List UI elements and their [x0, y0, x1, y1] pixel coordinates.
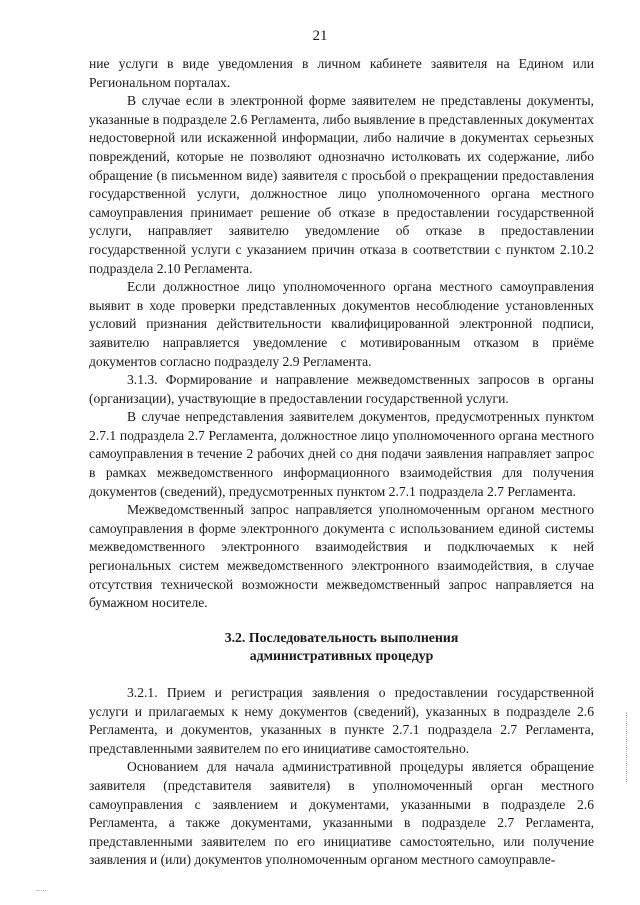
- paragraph-interagency-request: В случае непредставления заявителем документов, предусмотренных пунктом 2.7.1 подраздела 2.7 Регламента, должностное лицо уполномоченного органа местного самоуправления в течение 2 рабочих дней со дня подачи заявления направляет запрос в рамках межведомственного информационного взаимодействия для получения документов (сведений), предусмотренных пунктом 2.7.1 подраздела 2.7 Регламента.: [89, 409, 594, 499]
- paragraph-refusal-electronic: В случае если в электронной форме заявителем не представлены документы, указанные в подразделе 2.6 Регламента, либо выявление в представленных документах недостоверной или искаженной информации, либо наличие в документах серьезных повреждений, которые не позволяют однозначно истолковать их содержание, либо обращение (в письменном виде) заявителя с просьбой о прекращении предоставления государственной услуги, должностное лицо уполномоченного органа местного самоуправления принимает решение об отказе в предоставлении государственной услуги, направляет заявителю уведомление об отказе в предоставлении государственной услуги с указанием причин отказа в соответствии с пунктом 2.10.2 подраздела 2.10 Регламента.: [89, 93, 595, 276]
- paragraph-clause-3-2-1: 3.2.1. Прием и регистрация заявления о предоставлении государственной услуги и прилагаемых к нему документов (сведений), указанных в подразделе 2.6 Регламента, и документов, указанных в пункте 2.7.1 подраздела 2.7 Регламента, представленными заявителем по его инициативе самостоятельно.: [89, 685, 594, 756]
- paragraph-procedure-basis: Основанием для начала административной процедуры является обращение заявителя (представителя заявителя) в уполномоченный орган местного самоуправления с заявлением и документами, указанными в подразделе 2.6 Регламента, а также документами, указанными в подразделе 2.7 Регламента, представленными заявителем по его инициативе самостоятельно, или получение заявления и (или) документов уполномоченным органом местного самоуправле-: [89, 759, 594, 868]
- paragraph-clause-3-1-3: 3.1.3. Формирование и направление межведомственных запросов в органы (организации), участвующие в предоставлении государственной услуги.: [89, 372, 594, 406]
- page-body: [89, 55, 594, 870]
- paragraph-continuation: ние услуги в виде уведомления в личном кабинете заявителя на Едином или Региональном порталах.: [89, 56, 594, 90]
- section-heading-line-2: административных процедур: [249, 648, 434, 664]
- paragraph-request-form: Межведомственный запрос направляется уполномоченным органом местного самоуправления в форме электронного документа с использованием единой системы межведомственного электронного взаимодействия и подключаемых к ней региональных систем межведомственного электронного взаимодействия, в случае отсутствия технической возможности межведомственный запрос направляется на бумажном носителе.: [89, 502, 594, 611]
- scan-margin-marks: [626, 712, 630, 782]
- section-heading: [89, 629, 594, 666]
- paragraph-signature-check: Если должностное лицо уполномоченного органа местного самоуправления выявит в ходе проверки представленных документов несоблюдение установленных условий признания действительности квалифицированной электронной подписи, заявителю направляется уведомление с мотивированным отказом в приёме документов согласно подразделу 2.9 Регламента.: [89, 279, 594, 369]
- page-number: 21: [312, 28, 328, 44]
- scan-speck: [36, 884, 46, 891]
- section-heading-line-1: 3.2. Последовательность выполнения: [224, 629, 459, 645]
